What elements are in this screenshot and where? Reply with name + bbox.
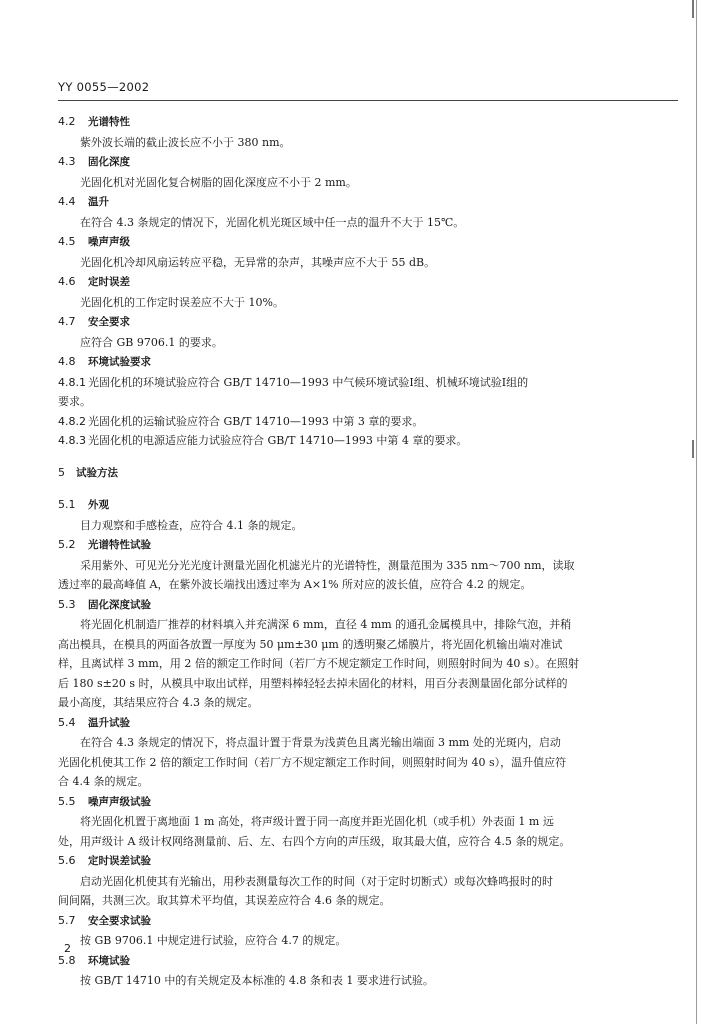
- section-heading: 4.6 定时误差: [58, 275, 130, 288]
- subsection-line: 4.8.2 光固化机的运输试验应符合 GB/T 14710—1993 中第 3 章的要求。: [58, 414, 424, 428]
- section-heading: 5.6 定时误差试验: [58, 854, 151, 867]
- section-body: 间间隔，共测三次。取其算术平均值，其误差应符合 4.6 条的规定。: [58, 894, 391, 907]
- subsection-line: 4.8.3 光固化机的电源适应能力试验应符合 GB/T 14710—1993 中第 4 章的要求。: [58, 434, 468, 447]
- section-body: 按 GB/T 14710 中的有关规定及本标准的 4.8 条和表 1 要求进行试验。: [80, 974, 434, 987]
- page-number: 2: [64, 942, 71, 955]
- section-body: 光固化机对光固化复合树脂的固化深度应不小于 2 mm。: [80, 175, 357, 189]
- section-heading: 5.4 温升试验: [58, 715, 130, 729]
- standard-code: YY 0055—2002: [58, 80, 150, 94]
- subsection-line: 4.8.1 光固化机的环境试验应符合 GB/T 14710—1993 中气候环境试验Ⅰ组、机械环境试验Ⅰ组的: [58, 375, 529, 389]
- section-heading: 5.3 固化深度试验: [58, 597, 151, 611]
- section-body: 应符合 GB 9706.1 的要求。: [80, 335, 223, 349]
- section-body: 最小高度，其结果应符合 4.3 条的规定。: [58, 696, 259, 709]
- section-heading: 5.7 安全要求试验: [58, 913, 151, 927]
- section-body: 紫外波长端的截止波长应不小于 380 nm。: [80, 135, 291, 149]
- section-body: 按 GB 9706.1 中规定进行试验，应符合 4.7 的规定。: [80, 934, 347, 947]
- section-body: 光固化机的工作定时误差应不大于 10%。: [80, 295, 284, 309]
- scan-edge-mark: [692, 440, 694, 458]
- section-body: 在符合 4.3 条规定的情况下，光固化机光斑区域中任一点的温升不大于 15℃。: [80, 215, 465, 229]
- section-heading: 5.8 环境试验: [58, 953, 130, 967]
- section-body: 采用紫外、可见光分光光度计测量光固化机滤光片的光谱特性，测量范围为 335 nm～700 nm，读取: [80, 558, 575, 572]
- section-heading: 5.2 光谱特性试验: [58, 538, 151, 551]
- section-body: 后 180 s±20 s 时，从模具中取出试样，用塑料棒轻轻去掉未固化的材料，用百分表测量固化部分试样的: [58, 676, 568, 690]
- section-body: 处，用声级计 A 级计权网络测量前、后、左、右四个方向的声压级，取其最大值，应符合 4.5 条的规定。: [58, 834, 571, 848]
- chapter-heading: 5 试验方法: [58, 465, 118, 479]
- section-body: 将光固化机置于离地面 1 m 高处，将声级计置于同一高度并距光固化机（或手机）外表面 1 m 远: [80, 815, 554, 828]
- section-heading: 4.2 光谱特性: [58, 115, 130, 128]
- section-heading: 5.1 外观: [58, 498, 109, 511]
- section-heading: 4.7 安全要求: [58, 315, 130, 328]
- section-heading: 5.5 噪声声级试验: [58, 794, 151, 808]
- section-body: 光固化机冷却风扇运转应平稳，无异常的杂声，其噪声应不大于 55 dB。: [80, 255, 436, 269]
- section-heading: 4.5 噪声声级: [58, 235, 130, 248]
- section-body: 合 4.4 条的规定。: [58, 775, 149, 788]
- scan-edge-mark: [692, 0, 694, 18]
- section-heading: 4.4 温升: [58, 195, 109, 208]
- section-body: 将光固化机制造厂推荐的材料填入并充满深 6 mm，直径 4 mm 的通孔金属模具中，排除气泡，并稍: [80, 618, 572, 631]
- subsection-line: 要求。: [58, 395, 91, 408]
- scan-edge-line: [696, 0, 697, 1024]
- section-body: 样，且离试样 3 mm，用 2 倍的额定工作时间（若厂方不规定额定工作时间，则照射时间为 40 s）。在照射: [58, 657, 579, 670]
- section-body: 在符合 4.3 条规定的情况下，将点温计置于背景为浅黄色且离光输出端面 3 mm 处的光斑内，启动: [80, 736, 561, 749]
- section-body: 透过率的最高峰值 A，在紫外波长端找出透过率为 A×1% 所对应的波长值，应符合 4.2 的规定。: [58, 578, 532, 591]
- header-rule: [58, 100, 678, 101]
- section-body: 启动光固化机使其有光输出，用秒表测量每次工作的时间（对于定时切断式）或每次蜂鸣报时的时: [80, 874, 553, 888]
- document-body: [58, 112, 678, 991]
- section-body: 高出模具，在模具的两面各放置一厚度为 50 μm±30 μm 的透明聚乙烯膜片，将光固化机输出端对准试: [58, 637, 563, 651]
- section-body: 目力观察和手感检查，应符合 4.1 条的规定。: [80, 518, 303, 532]
- section-body: 光固化机使其工作 2 倍的额定工作时间（若厂方不规定额定工作时间，则照射时间为 40 s），温升值应符: [58, 755, 567, 769]
- section-heading: 4.3 固化深度: [58, 155, 130, 168]
- section-heading: 4.8 环境试验要求: [58, 355, 151, 368]
